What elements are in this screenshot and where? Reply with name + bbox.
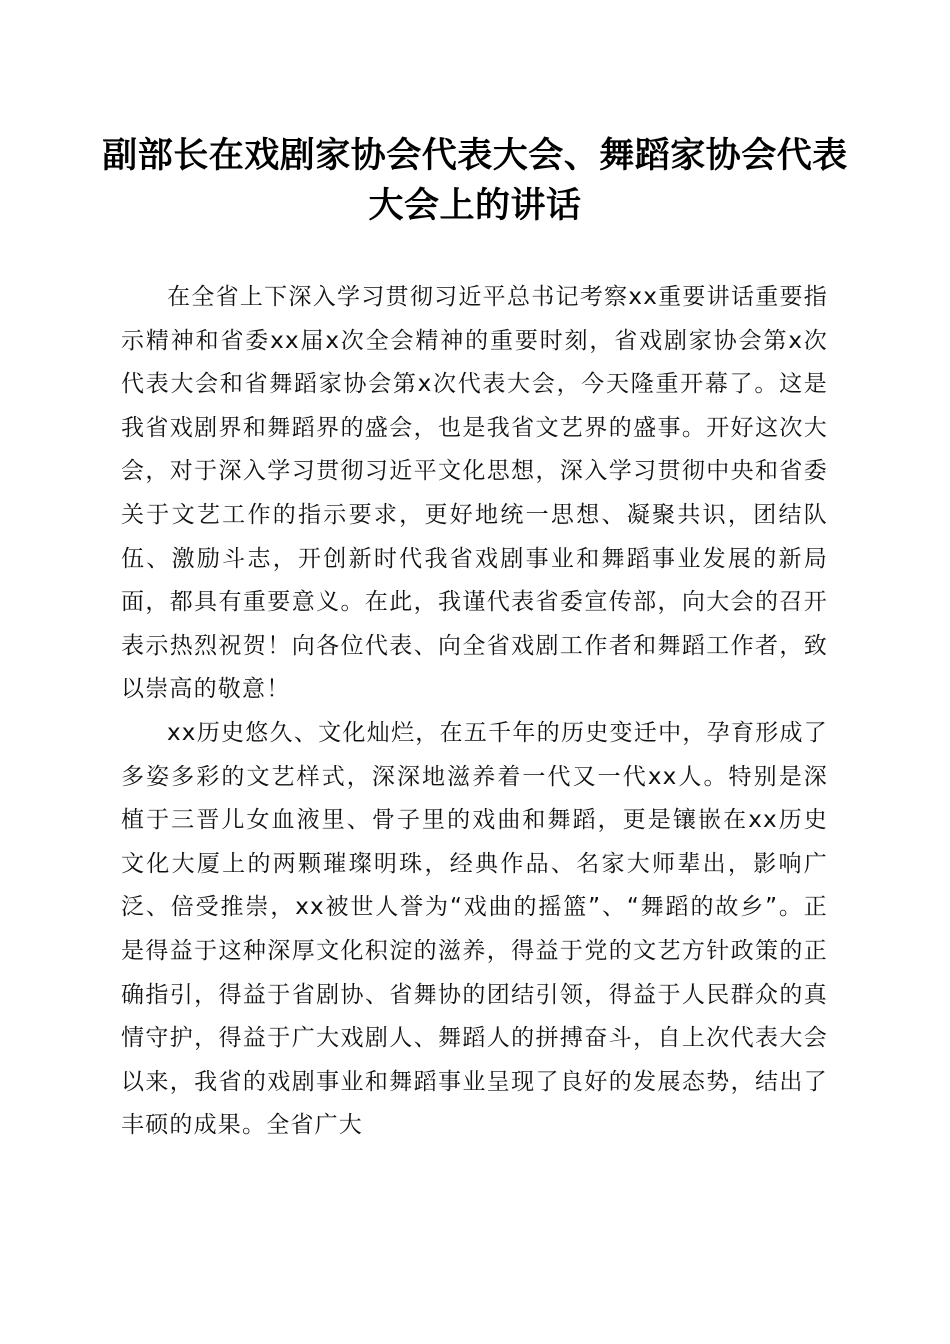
paragraph-2: xx历史悠久、文化灿烂，在五千年的历史变迁中，孕育形成了多姿多彩的文艺样式，深深地滋养着一代又一代xx人。特别是深植于三晋儿女血液里、骨子里的戏曲和舞蹈，更是镶嵌在xx历史文化大厦上的两颗璀璨明珠，经典作品、名家大师辈出，影响广泛、倍受推崇，xx被世人誉为“戏曲的摇篮”、“舞蹈的故乡”。正是得益于这种深厚文化积淀的滋养，得益于党的文艺方针政策的正确指引，得益于省剧协、省舞协的团结引领，得益于人民群众的真情守护，得益于广大戏剧人、舞蹈人的拼搏奋斗，自上次代表大会以来，我省的戏剧事业和舞蹈事业呈现了良好的发展态势，结出了丰硕的成果。全省广大 <box>121 719 828 1139</box>
document-body <box>121 276 828 1148</box>
paragraph-1: 在全省上下深入学习贯彻习近平总书记考察xx重要讲话重要指示精神和省委xx届x次全会精神的重要时刻，省戏剧家协会第x次代表大会和省舞蹈家协会第x次代表大会，今天隆重开幕了。这是我省戏剧界和舞蹈界的盛会，也是我省文艺界的盛事。开好这次大会，对于深入学习贯彻习近平文化思想，深入学习贯彻中央和省委关于文艺工作的指示要求，更好地统一思想、凝聚共识，团结队伍、激励斗志，开创新时代我省戏剧事业和舞蹈事业发展的新局面，都具有重要意义。在此，我谨代表省委宣传部，向大会的召开表示热烈祝贺！向各位代表、向全省戏剧工作者和舞蹈工作者，致以崇高的敬意！ <box>121 284 828 703</box>
document-title: 副部长在戏剧家协会代表大会、舞蹈家协会代表大会上的讲话 <box>102 135 848 226</box>
